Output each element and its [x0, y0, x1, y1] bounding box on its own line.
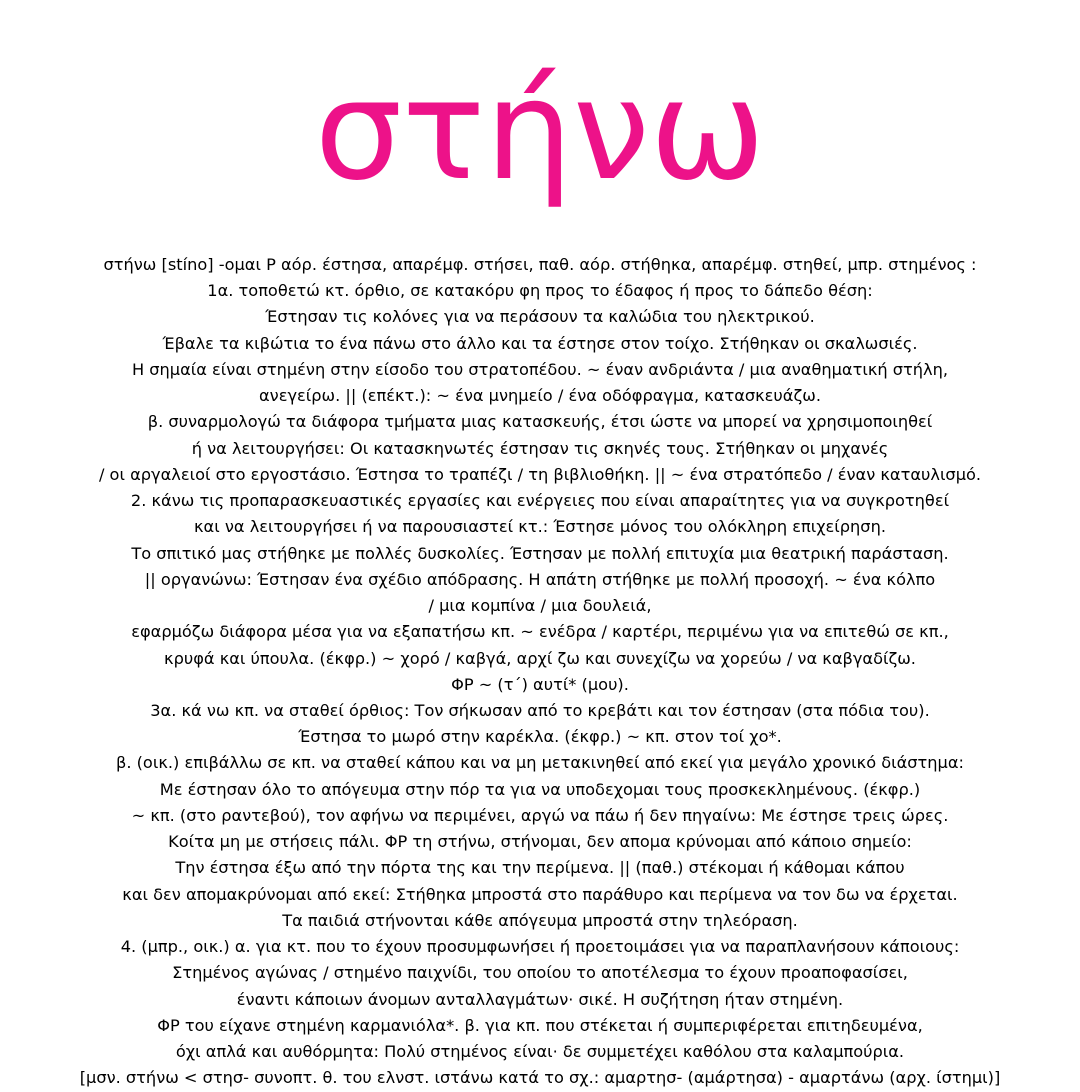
- entry-line: 3α. κά νω κπ. να σταθεί όρθιος: Τον σήκωσαν από το κρεβάτι και τον έστησαν (στα πόδια του).: [150, 700, 930, 720]
- entry-line: Η σημαία είναι στημένη στην είσοδο του στρατοπέδου. ~ έναν ανδριάντα / μια αναθηματική στήλη,: [131, 359, 949, 379]
- entry-line: ή να λειτουργήσει: Οι κατασκηνωτές έστησαν τις σκηνές τους. Στήθηκαν οι μηχανές: [191, 438, 889, 458]
- entry-line: ΦΡ ~ (τ΄) αυτί* (μου).: [451, 674, 629, 694]
- entry-line: Το σπιτικό μας στήθηκε με πολλές δυσκολίες. Έστησαν με πολλή επιτυχία μια θεατρική παράσταση.: [131, 543, 949, 563]
- entry-line: εφαρμόζω διάφορα μέσα για να εξαπατήσω κπ. ~ ενέδρα / καρτέρι, περιμένω για να επιτεθώ σε κπ.,: [131, 622, 949, 642]
- entry-line: Έστησα το μωρό στην καρέκλα. (έκφρ.) ~ κπ. στον τοί χο*.: [298, 727, 782, 747]
- entry-line: β. (οικ.) επιβάλλω σε κπ. να σταθεί κάπου και να μη μετακινηθεί από εκεί για μεγάλο χρονικό διάστημα:: [116, 753, 964, 773]
- entry-line: / μια κομπίνα / μια δουλειά,: [428, 596, 652, 616]
- entry-line: Στημένος αγώνας / στημένο παιχνίδι, του οποίου το αποτέλεσμα το έχουν προαποφασίσει,: [172, 963, 908, 983]
- entry-line: έναντι κάποιων άνομων ανταλλαγμάτων· σικέ. Η συζήτηση ήταν στημένη.: [236, 989, 844, 1009]
- entry-line: όχι απλά και αυθόρμητα: Πολύ στημένος είναι· δε συμμετέχει καθόλου στα καλαμπούρια.: [175, 1042, 905, 1062]
- entry-line: Κοίτα μη με στήσεις πάλι. ΦΡ τη στήνω, στήνομαι, δεν απομα κρύνομαι από κάποιο σημείο:: [168, 832, 912, 852]
- entry-line: στήνω [stíno] -ομαι Ρ αόρ. έστησα, απαρέμφ. στήσει, παθ. αόρ. στήθηκα, απαρέμφ. στηθεί, μπp. στημένος :: [103, 255, 977, 274]
- entry-line: β. συναρμολογώ τα διάφορα τμήματα μιας κατασκευής, έτσι ώστε να μπορεί να χρησιμοποιηθεί: [147, 412, 933, 432]
- entry-line: Τα παιδιά στήνονται κάθε απόγευμα μπροστά στην τηλεόραση.: [282, 910, 798, 930]
- entry-line: κρυφά και ύπουλα. (έκφρ.) ~ χορό / καβγά, αρχί ζω και συνεχίζω να χορεύω / να καβγαδίζω.: [164, 648, 916, 668]
- entry-line: Έβαλε τα κιβώτια το ένα πάνω στο άλλο και τα έστησε στον τοίχο. Στήθηκαν οι σκαλωσιές.: [162, 333, 918, 353]
- entry-line: || οργανώνω: Έστησαν ένα σχέδιο απόδρασης. Η απάτη στήθηκε με πολλή προσοχή. ~ ένα κόλπο: [144, 569, 936, 589]
- entry-body: [35, 252, 1045, 1092]
- entry-line: Έστησαν τις κολόνες για να περάσουν τα καλώδια του ηλεκτρικού.: [265, 307, 815, 327]
- entry-line: Με έστησαν όλο το απόγευμα στην πόρ τα για να υποδεχομαι τους προσκεκλημένους. (έκφρ.): [159, 779, 921, 799]
- entry-line: και να λειτουργήσει ή να παρουσιαστεί κτ.: Έστησε μόνος του ολόκληρη επιχείρηση.: [194, 517, 886, 537]
- entry-etymology-line: [μσν. στήνω < στησ- συνοπτ. θ. του ελνστ. ιστάνω κατά το σχ.: αμαρτησ- (αμάρτησα) - αμαρτάνω (αρχ. ίστημι)]: [79, 1068, 1001, 1088]
- entry-line: ανεγείρω. || (επέκτ.): ~ ένα μνημείο / ένα οδόφραγμα, κατασκευάζω.: [259, 386, 821, 406]
- entry-line: / οι αργαλειοί στο εργοστάσιο. Έστησα το τραπέζι / τη βιβλιοθήκη. || ~ ένα στρατόπεδο / έναν καταυλισμό.: [98, 464, 982, 484]
- entry-line: 4. (μπp., οικ.) α. για κτ. που το έχουν προσυμφωνήσει ή προετοιμάσει για να παραπλανήσουν κάποιους:: [120, 937, 960, 957]
- page-title: στήνω: [314, 50, 766, 211]
- entry-line: ~ κπ. (στο ραντεβού), τον αφήνω να περιμένει, αργώ να πάω ή δεν πηγαίνω: Με έστησε τρεις ώρες.: [131, 805, 949, 825]
- entry-line: 2. κάνω τις προπαρασκευαστικές εργασίες και ενέργειες που είναι απαραίτητες για να συγκροτηθεί: [130, 491, 950, 511]
- entry-line: και δεν απομακρύνομαι από εκεί: Στήθηκα μπροστά στο παράθυρο και περίμενα να τον δω να έρχεται.: [122, 884, 958, 904]
- entry-line: 1α. τοποθετώ κτ. όρθιο, σε κατακόρυ φη προς το έδαφος ή προς το δάπεδο θέση:: [207, 281, 873, 301]
- entry-line: Την έστησα έξω από την πόρτα της και την περίμενα. || (παθ.) στέκομαι ή κάθομαι κάπου: [175, 858, 905, 878]
- entry-line: ΦΡ του είχανε στημένη καρμανιόλα*. β. για κπ. που στέκεται ή συμπεριφέρεται επιτηδευμένα,: [157, 1015, 923, 1035]
